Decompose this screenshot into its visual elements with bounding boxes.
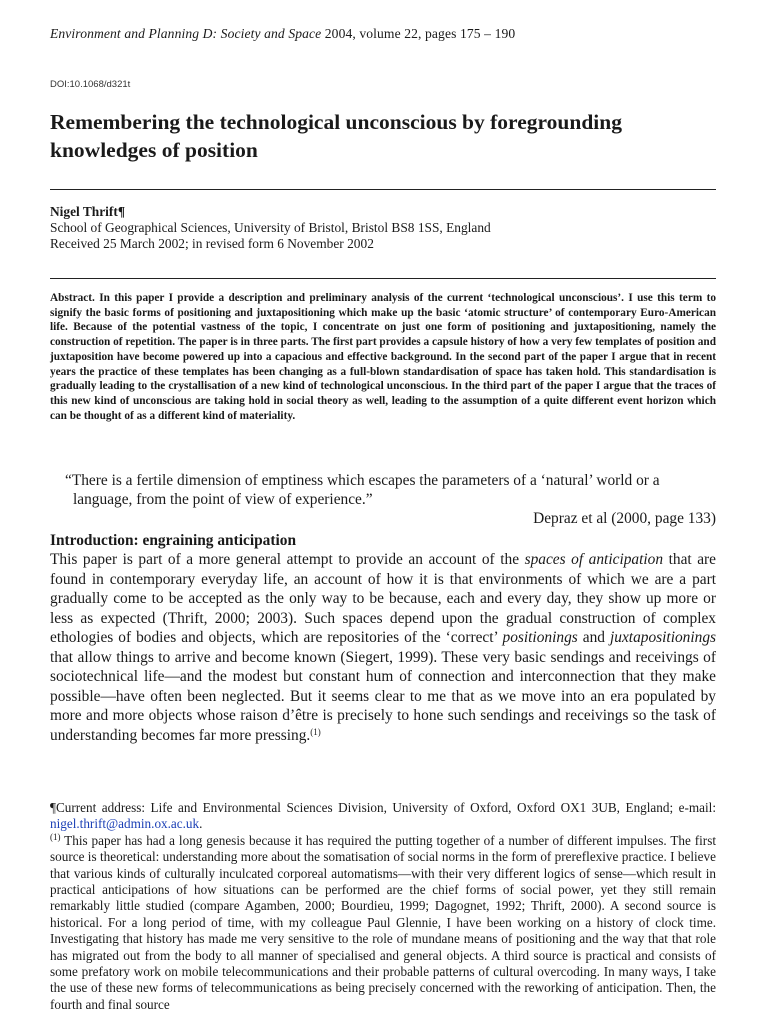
address-end: . (199, 816, 203, 832)
author-name: Nigel Thrift (50, 204, 118, 219)
address-mark: ¶ (50, 800, 56, 815)
footnote-reference[interactable]: (1) (310, 726, 321, 737)
journal-header (50, 26, 515, 42)
journal-name: Environment and Planning D: Society and Space (50, 26, 322, 41)
introduction-paragraph (50, 550, 716, 745)
address-footnote (50, 800, 716, 833)
abstract-text: In this paper I provide a description and preliminary analysis of the current ‘technological unconscious’. I use this term to signify the basic forms of positioning and juxtapositioning which make up the basic ‘atomic structure’ of contemporary Euro-American life. Because of the potential vastness of the topic, I concentrate on just one form of positioning and juxtapositioning, namely the construction of repetition. The paper is in three parts. The first part provides a capsule history of how a very few templates of position and juxtaposition have become powered up into a capacious and effective background. In the second part of the paper I argue that in recent years the practice of these templates has been changing as a full-blown standardisation of space has taken hold. This standardisation is gradually leading to the crystallisation of a new kind of technological unconscious. In the third part of the paper I argue that the traces of this new kind of unconscious are taking hold in social theory as well, leading to the assumption of a quite different event horizon which can be thought of as a different kind of materiality. (50, 292, 717, 422)
author-footnote-mark: ¶ (117, 204, 126, 219)
epigraph-quote: “There is a fertile dimension of emptiness which escapes the parameters of a ‘natural’ world or a language, from the point of view of experience.” (65, 472, 660, 508)
footnote-1-mark: (1) (50, 831, 61, 842)
abstract (50, 291, 716, 423)
body-emphasis-2: positionings (502, 629, 578, 646)
epigraph-source: Depraz et al (2000, page 133) (533, 510, 716, 527)
footnotes (50, 800, 716, 1013)
body-text-3: and (577, 629, 610, 646)
doi-label: DOI:10.1068/d321t (50, 79, 131, 90)
body-text-4: that allow things to arrive and become known (Siegert, 1999). These very basic sendings and receivings of sociotechnical life—and the modest but constant hum of connection and interconnection that they make possible—have often been neglected. But it seems clear to me that as we move into an era populated by more and more objects whose raison d’être is precisely to hone such sendings and receivings so the task of understanding becomes far more pressing. (50, 648, 716, 744)
body-emphasis-3: juxtapositionings (609, 629, 717, 646)
abstract-label: Abstract. (50, 292, 95, 304)
top-rule (50, 189, 716, 190)
address-text: Current address: Life and Environmental Sciences Division, University of Oxford, Oxford OX1 3UB, England; e-mail: (55, 800, 716, 815)
section-heading: Introduction: engraining anticipation (50, 532, 297, 549)
body-text-1: This paper is part of a more general attempt to provide an account of the (50, 551, 525, 568)
author-block (50, 204, 720, 252)
footnote-1-text: This paper has had a long genesis because it has required the putting together of a number of different impulses. The first source is theoretical: understanding more about the somatisation of social norms in the form of prereflexive practice. I believe that various kinds of culturally inculcated corporeal automatisms—with their very different logics of sense—which result in practical anticipations of how situations can be performed are the chief forms of social power, yet they still remain remarkably little studied (compare Agamben, 2000; Bourdieu, 1999; Dagognet, 1992; Thrift, 2000). A second source is historical. For a long period of time, with my colleague Paul Glennie, I have been working on a history of clock time. Investigating that history has made me very sensitive to the role of mundane means of positioning and the way that that role has migrated out from the body to all manner of specialised and general objects. A third source is practical and consists of some prefatory work on mobile telecommunications and their probable patterns of cultural overcoding. In many ways, I take the use of these new forms of telecommunications as being precisely concerned with the reworking of anticipation. Then, the fourth and final source (50, 832, 716, 1012)
bottom-rule (50, 278, 716, 279)
paper-title: Remembering the technological unconscious by foregrounding knowledges of position (50, 110, 622, 162)
body-emphasis-1: spaces of anticipation (524, 551, 664, 568)
footnote-1 (50, 833, 716, 1013)
epigraph (65, 471, 716, 528)
body-text-2: that are found in contemporary everyday life, an account of how it is that environments of which we are a part gradually come to be accepted as the only way to be because, each and every day, they show up more or less as expected (Thrift, 2000; 2003). Such spaces depend upon the gradual construction of complex ethologies of bodies and objects, which are repositories of the ‘correct’ (50, 551, 717, 646)
journal-citation: 2004, volume 22, pages 175 – 190 (324, 26, 516, 41)
received-dates: Received 25 March 2002; in revised form 6 November 2002 (50, 236, 374, 251)
email-link[interactable]: nigel.thrift@admin.ox.ac.uk (50, 816, 200, 832)
author-affiliation: School of Geographical Sciences, University of Bristol, Bristol BS8 1SS, England (50, 220, 491, 235)
